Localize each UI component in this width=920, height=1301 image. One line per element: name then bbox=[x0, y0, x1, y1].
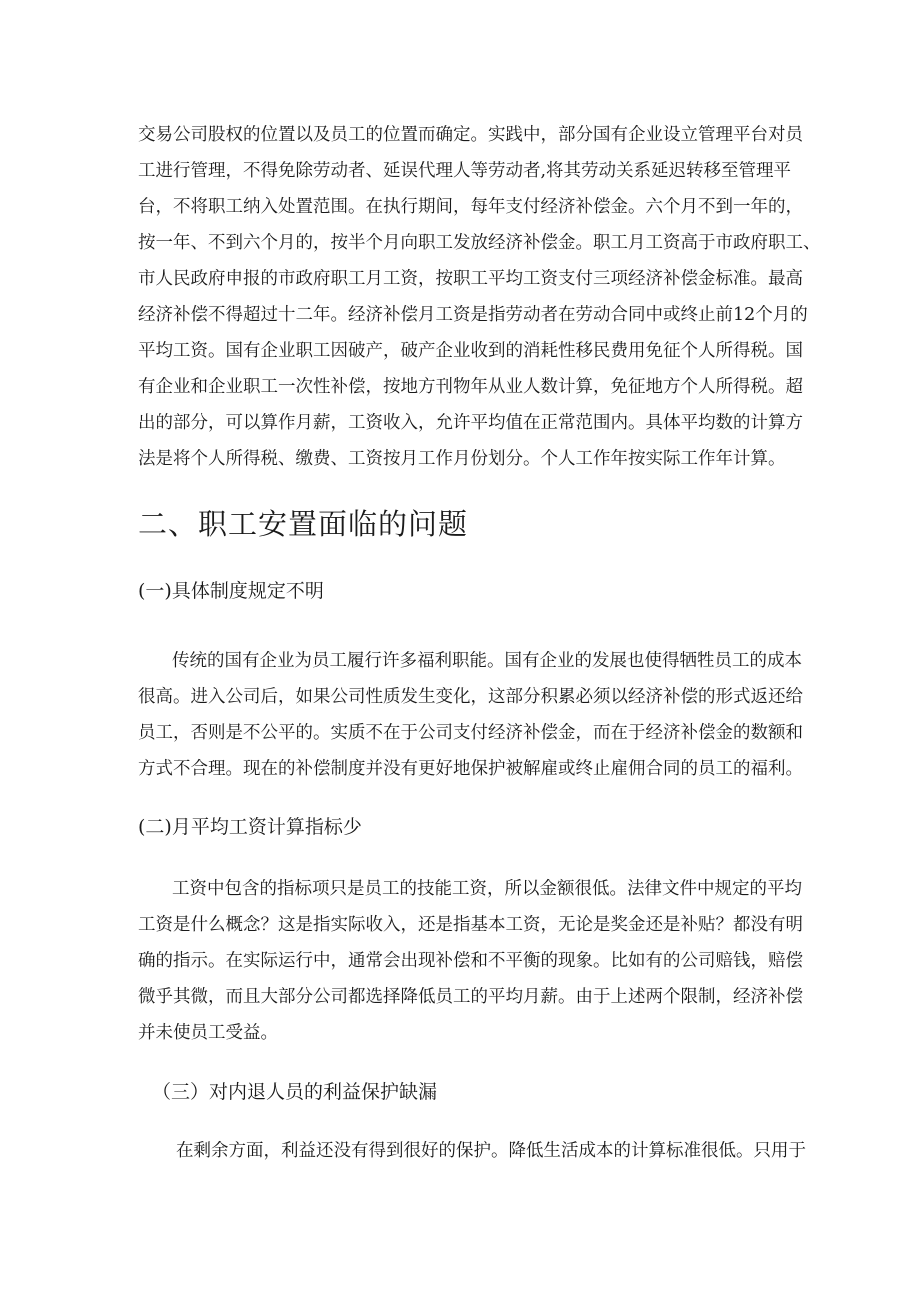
text-line: 工资中包含的指标项只是员工的技能工资，所以金额很低。法律文件中规定的平均 bbox=[172, 879, 802, 899]
text-line: 交易公司股权的位置以及员工的位置而确定。实践中，部分国有企业设立管理平台对员 bbox=[138, 125, 803, 145]
text-line: 平均工资。国有企业职工因破产，破产企业收到的消耗性移民费用免征个人所得税。国 bbox=[138, 341, 803, 361]
subsection-title-1: (一)具体制度规定不明 bbox=[138, 580, 324, 602]
text-line: 按一年、不到六个月的，按半个月向职工发放经济补偿金。职工月工资高于市政府职工、 bbox=[138, 233, 821, 253]
text-line: 员工，否则是不公平的。实质不在于公司支付经济补偿金，而在于经济补偿金的数额和 bbox=[138, 723, 803, 743]
text-line: 很高。进入公司后，如果公司性质发生变化，这部分积累必须以经济补偿的形式返还给 bbox=[138, 687, 803, 707]
text-line: 并未使员工受益。 bbox=[138, 1023, 278, 1043]
text-line: 台，不将职工纳入处置范围。在执行期间，每年支付经济补偿金。六个月不到一年的， bbox=[138, 197, 803, 217]
text-line: 出的部分，可以算作月薪，工资收入，允许平均值在正常范围内。具体平均数的计算方 bbox=[138, 413, 803, 433]
subsection-title-3: （三）对内退人员的利益保护缺漏 bbox=[152, 1081, 438, 1103]
text-line: 法是将个人所得税、缴费、工资按月工作月份划分。个人工作年按实际工作年计算。 bbox=[138, 449, 786, 469]
text-line: 工进行管理，不得免除劳动者、延误代理人等劳动者,将其劳动关系延迟转移至管理平 bbox=[138, 161, 792, 181]
text-line: 微乎其微，而且大部分公司都选择降低员工的平均月薪。由于上述两个限制，经济补偿 bbox=[138, 987, 803, 1007]
text-line: 传统的国有企业为员工履行许多福利职能。国有企业的发展也使得牺牲员工的成本 bbox=[172, 651, 802, 671]
text-line: 市人民政府申报的市政府职工月工资，按职工平均工资支付三项经济补偿金标准。最高 bbox=[138, 269, 803, 289]
subsection-title-2: (二)月平均工资计算指标少 bbox=[138, 816, 362, 838]
text-line: 工资是什么概念？这是指实际收入，还是指基本工资，无论是奖金还是补贴？都没有明 bbox=[138, 915, 803, 935]
section-heading: 二、职工安置面临的问题 bbox=[138, 507, 469, 541]
text-line: 方式不合理。现在的补偿制度并没有更好地保护被解雇或终止雇佣合同的员工的福利。 bbox=[138, 759, 803, 779]
text-line: 确的指示。在实际运行中，通常会出现补偿和不平衡的现象。比如有的公司赔钱，赔偿 bbox=[138, 951, 803, 971]
text-line: 在剩余方面，利益还没有得到很好的保护。降低生活成本的计算标准很低。只用于 bbox=[176, 1141, 806, 1161]
text-line: 有企业和企业职工一次性补偿，按地方刊物年从业人数计算，免征地方个人所得税。超 bbox=[138, 377, 803, 397]
text-line: 经济补偿不得超过十二年。经济补偿月工资是指劳动者在劳动合同中或终止前12个月的 bbox=[138, 305, 808, 325]
